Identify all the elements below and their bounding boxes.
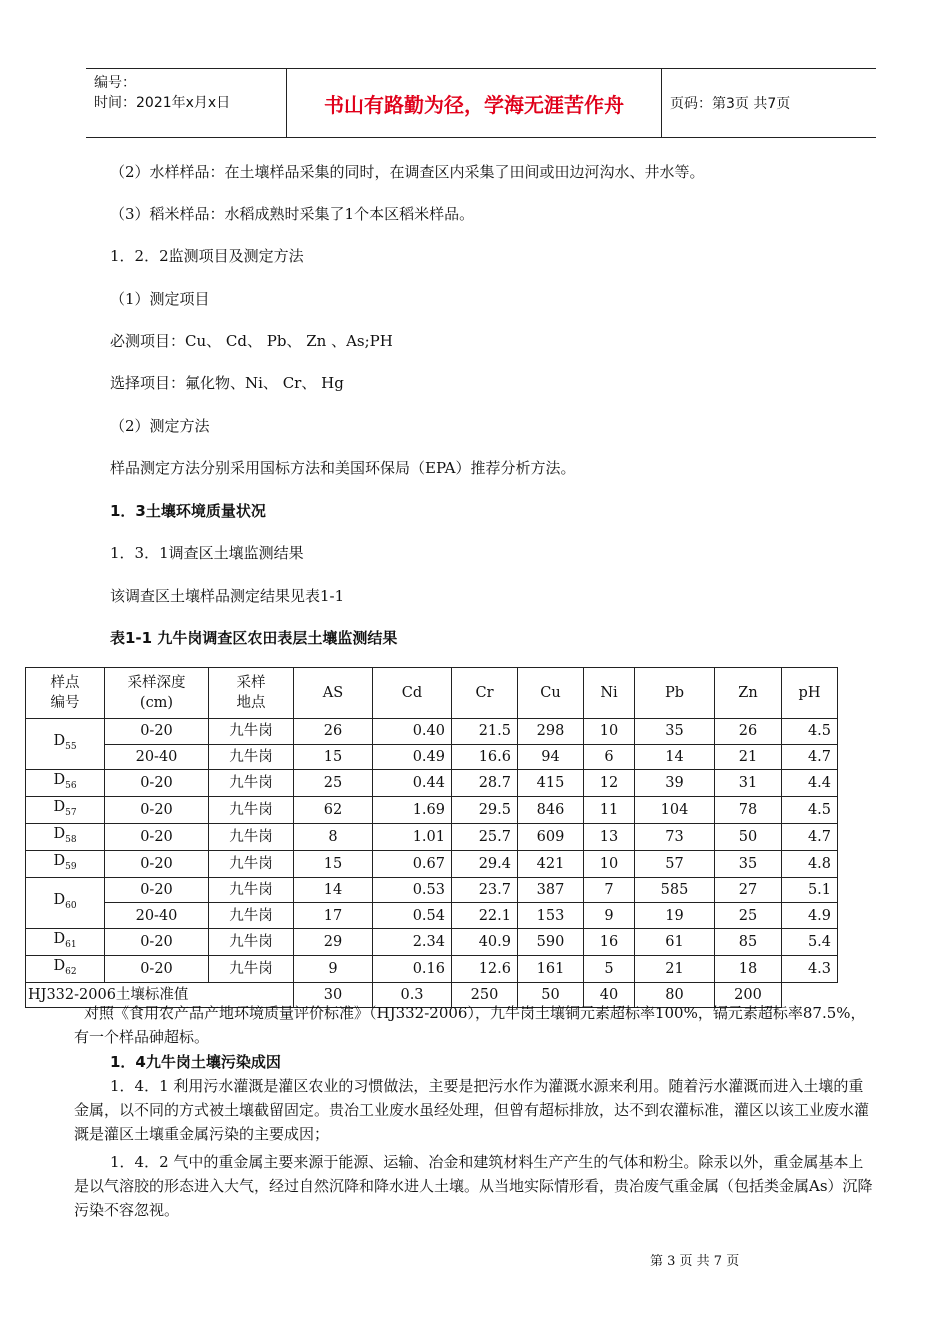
table-cell: 4.7 — [782, 744, 838, 770]
table-cell: 九牛岗 — [209, 770, 294, 797]
table-cell: 161 — [518, 955, 584, 982]
sample-id-cell: $D_{61}$ — [26, 928, 105, 955]
table-cell: 12.6 — [452, 955, 518, 982]
text-line: 必测项目：Cu、 Cd、 Pb、 Zn 、As;PH — [110, 332, 393, 350]
table-cell: 590 — [518, 928, 584, 955]
page-footer: 第 3 页 共 7 页 — [650, 1254, 740, 1269]
table-row — [26, 719, 838, 745]
table-header-cell: Cu — [518, 668, 584, 719]
section-heading: 1．3土壤环境质量状况 — [110, 502, 266, 520]
table-cell: 九牛岗 — [209, 823, 294, 850]
table-row — [26, 955, 838, 982]
table-cell: 21 — [715, 744, 782, 770]
table-cell: 17 — [294, 903, 373, 929]
section-heading: 1．4九牛岗土壤污染成因 — [110, 1053, 281, 1071]
table-cell: 0-20 — [105, 770, 209, 797]
table-cell: 31 — [715, 770, 782, 797]
text-line: （1）测定项目 — [110, 290, 210, 308]
time-label: 时间：2021年x月x日 — [94, 95, 231, 111]
table-cell: 62 — [294, 797, 373, 824]
table-header-cell: 样点 编号 — [26, 668, 105, 719]
table-header-cell: Zn — [715, 668, 782, 719]
table-cell: 0.49 — [373, 744, 452, 770]
table-cell: 4.4 — [782, 770, 838, 797]
standard-value: 80 — [635, 982, 715, 1008]
table-cell: 25.7 — [452, 823, 518, 850]
standard-value: 50 — [518, 982, 584, 1008]
table-header-cell: Pb — [635, 668, 715, 719]
table-cell: 九牛岗 — [209, 719, 294, 745]
table-cell: 0.53 — [373, 877, 452, 903]
table-cell: 104 — [635, 797, 715, 824]
table-header-cell: AS — [294, 668, 373, 719]
sample-id-cell: $D_{62}$ — [26, 955, 105, 982]
table-cell: 4.7 — [782, 823, 838, 850]
table-header-cell: Cd — [373, 668, 452, 719]
table-cell: 10 — [584, 719, 635, 745]
table-header-cell: pH — [782, 668, 838, 719]
table-cell: 9 — [584, 903, 635, 929]
table-row — [26, 744, 838, 770]
table-cell: 0.67 — [373, 850, 452, 877]
table-cell: 4.5 — [782, 797, 838, 824]
table-cell: 9 — [294, 955, 373, 982]
sample-id-cell: $D_{59}$ — [26, 850, 105, 877]
table-cell: 14 — [294, 877, 373, 903]
table-cell: 25 — [294, 770, 373, 797]
table-cell: 4.9 — [782, 903, 838, 929]
text-line: 选择项目：氟化物、Ni、 Cr、 Hg — [110, 374, 344, 392]
table-cell: 九牛岗 — [209, 850, 294, 877]
table-cell: 5.1 — [782, 877, 838, 903]
table-row — [26, 823, 838, 850]
header-meta — [94, 73, 286, 113]
standard-value: 250 — [452, 982, 518, 1008]
table-cell: 16.6 — [452, 744, 518, 770]
table-cell: 九牛岗 — [209, 797, 294, 824]
table-cell: 6 — [584, 744, 635, 770]
table-cell: 4.5 — [782, 719, 838, 745]
text-line: （2）水样样品：在土壤样品采集的同时，在调查区内采集了田间或田边河沟水、井水等。 — [110, 163, 705, 181]
paragraph: 1．4．2 气中的重金属主要来源于能源、运输、冶金和建筑材料生产产生的气体和粉尘。除汞以外，重金属基本上是以气溶胶的形态进入大气，经过自然沉降和降水进人土壤。从当地实际情形看，贵冶废气重金属（包括类金属As）沉降污染不容忽视。 — [74, 1153, 873, 1219]
table-cell: 61 — [635, 928, 715, 955]
table-cell: 27 — [715, 877, 782, 903]
paragraph: 对照《食用农产品产地环境质量评价标准》（HJ332-2006），九牛岗土壤铜元素超标率100%，镉元素超标率87.5%，有一个样品砷超标。 — [74, 1004, 866, 1046]
table-title: 表1-1 九牛岗调查区农田表层土壤监测结果 — [110, 629, 398, 647]
text-line: 1．2．2监测项目及测定方法 — [110, 247, 304, 265]
table-cell: 50 — [715, 823, 782, 850]
header-page-info: 页码：第3页 共7页 — [670, 96, 791, 112]
standard-label: HJ332-2006土壤标准值 — [26, 982, 294, 1008]
table-row — [26, 850, 838, 877]
table-cell: 0-20 — [105, 850, 209, 877]
table-cell: 1.01 — [373, 823, 452, 850]
table-cell: 0-20 — [105, 955, 209, 982]
table-row — [26, 928, 838, 955]
table-cell: 7 — [584, 877, 635, 903]
table-cell: 0.40 — [373, 719, 452, 745]
table-cell: 23.7 — [452, 877, 518, 903]
standard-value: 40 — [584, 982, 635, 1008]
table-cell: 0.16 — [373, 955, 452, 982]
table-cell: 25 — [715, 903, 782, 929]
table-cell: 15 — [294, 850, 373, 877]
table-cell: 57 — [635, 850, 715, 877]
table-header-cell: 采样 地点 — [209, 668, 294, 719]
table-cell: 4.3 — [782, 955, 838, 982]
table-cell: 4.8 — [782, 850, 838, 877]
table-cell: 18 — [715, 955, 782, 982]
sample-id-subscript: 56 — [65, 781, 77, 792]
table-row — [26, 770, 838, 797]
table-cell: 29.5 — [452, 797, 518, 824]
sample-id-subscript: 59 — [65, 861, 77, 872]
text-line: 1．3．1调查区土壤监测结果 — [110, 544, 304, 562]
table-cell: 15 — [294, 744, 373, 770]
table-row — [26, 903, 838, 929]
standard-value: 0.3 — [373, 982, 452, 1008]
table-cell: 20-40 — [105, 903, 209, 929]
sample-id-subscript: 61 — [65, 939, 77, 950]
table-cell: 26 — [294, 719, 373, 745]
header-motto-cell — [286, 69, 662, 137]
table-cell: 298 — [518, 719, 584, 745]
table-header-cell: 采样深度 (cm) — [105, 668, 209, 719]
table-cell: 九牛岗 — [209, 928, 294, 955]
table-cell: 153 — [518, 903, 584, 929]
table-cell: 585 — [635, 877, 715, 903]
table-cell: 387 — [518, 877, 584, 903]
table-cell: 20-40 — [105, 744, 209, 770]
table-cell: 13 — [584, 823, 635, 850]
table-cell: 九牛岗 — [209, 744, 294, 770]
table-header-row — [26, 668, 838, 719]
table-cell: 21.5 — [452, 719, 518, 745]
table-cell: 21 — [635, 955, 715, 982]
table-cell: 0-20 — [105, 928, 209, 955]
table-cell: 8 — [294, 823, 373, 850]
table-cell: 415 — [518, 770, 584, 797]
table-cell: 10 — [584, 850, 635, 877]
table-cell: 28.7 — [452, 770, 518, 797]
sample-id-subscript: 55 — [65, 742, 77, 753]
text-line: 该调查区土壤样品测定结果见表1-1 — [110, 587, 345, 605]
page-header — [86, 68, 876, 138]
table-cell: 40.9 — [452, 928, 518, 955]
table-cell: 22.1 — [452, 903, 518, 929]
table-cell: 39 — [635, 770, 715, 797]
table-cell: 29.4 — [452, 850, 518, 877]
table-row — [26, 877, 838, 903]
table-header-cell: Ni — [584, 668, 635, 719]
table-cell: 35 — [715, 850, 782, 877]
sample-id-subscript: 62 — [65, 966, 77, 977]
text-line: （3）稻米样品：水稻成熟时采集了1个本区稻米样品。 — [110, 205, 475, 223]
sample-id-subscript: 57 — [65, 807, 77, 818]
table-cell: 1.69 — [373, 797, 452, 824]
number-label: 编号： — [94, 75, 136, 91]
table-cell: 0.44 — [373, 770, 452, 797]
table-cell: 94 — [518, 744, 584, 770]
table-cell: 26 — [715, 719, 782, 745]
sample-id-cell: $D_{55}$ — [26, 719, 105, 770]
table-cell: 11 — [584, 797, 635, 824]
sample-id-cell: $D_{56}$ — [26, 770, 105, 797]
table-row — [26, 797, 838, 824]
table-cell: 九牛岗 — [209, 955, 294, 982]
table-cell: 12 — [584, 770, 635, 797]
standard-value: 30 — [294, 982, 373, 1008]
table-cell: 0.54 — [373, 903, 452, 929]
table-cell: 29 — [294, 928, 373, 955]
table-cell: 0-20 — [105, 797, 209, 824]
table-cell: 2.34 — [373, 928, 452, 955]
table-cell: 35 — [635, 719, 715, 745]
header-motto: 书山有路勤为径，学海无涯苦作舟 — [324, 92, 624, 117]
table-cell: 九牛岗 — [209, 877, 294, 903]
table-cell: 0-20 — [105, 877, 209, 903]
table-cell: 609 — [518, 823, 584, 850]
table-cell: 85 — [715, 928, 782, 955]
sample-id-cell: $D_{58}$ — [26, 823, 105, 850]
table-cell: 16 — [584, 928, 635, 955]
sample-id-cell: $D_{57}$ — [26, 797, 105, 824]
table-cell: 73 — [635, 823, 715, 850]
paragraph: 1．4．1 利用污水灌溉是灌区农业的习惯做法，主要是把污水作为灌溉水源来利用。随着污水灌溉而进入土壤的重金属，以不同的方式被土壤截留固定。贵冶工业废水虽经处理，但曾有超标排放，达不到农灌标准，灌区以该工业废水灌溉是灌区土壤重金属污染的主要成因； — [74, 1077, 870, 1143]
table-cell: 0-20 — [105, 719, 209, 745]
table-cell: 19 — [635, 903, 715, 929]
table-cell: 846 — [518, 797, 584, 824]
table-cell: 14 — [635, 744, 715, 770]
standard-value: 200 — [715, 982, 782, 1008]
sample-id-cell: $D_{60}$ — [26, 877, 105, 928]
monitoring-table — [25, 667, 838, 1008]
sample-id-subscript: 58 — [65, 834, 77, 845]
table-cell: 5 — [584, 955, 635, 982]
table-cell: 九牛岗 — [209, 903, 294, 929]
text-line: （2）测定方法 — [110, 417, 210, 435]
table-cell: 78 — [715, 797, 782, 824]
table-header-cell: Cr — [452, 668, 518, 719]
table-cell: 5.4 — [782, 928, 838, 955]
sample-id-subscript: 60 — [65, 900, 77, 911]
table-cell: 0-20 — [105, 823, 209, 850]
table-cell: 421 — [518, 850, 584, 877]
text-line: 样品测定方法分别采用国标方法和美国环保局（EPA）推荐分析方法。 — [110, 459, 576, 477]
